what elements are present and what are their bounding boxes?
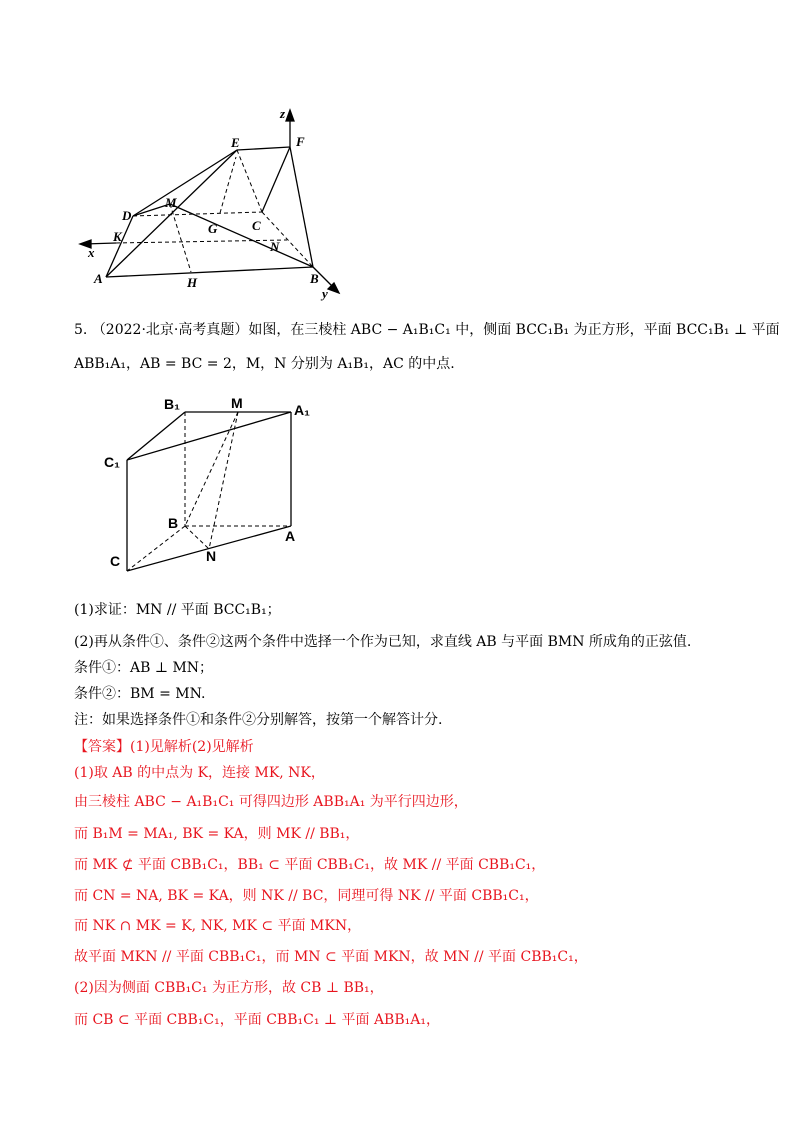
answer-line: 而 CB ⊂ 平面 CBB₁C₁，平面 CBB₁C₁ ⊥ 平面 ABB₁A₁， bbox=[74, 1012, 440, 1028]
fig1-label-z: z bbox=[280, 106, 286, 121]
answer-line: 而 B₁M = MA₁, BK = KA，则 MK // BB₁， bbox=[74, 826, 360, 842]
figure-triangular-prism bbox=[100, 392, 325, 577]
fig1-label-y: y bbox=[322, 286, 328, 301]
fig1-label-M: M bbox=[165, 195, 177, 210]
fig2-label-A1: A₁ bbox=[294, 402, 310, 418]
fig2-label-B: B bbox=[168, 515, 179, 531]
fig1-label-K: K bbox=[113, 229, 122, 244]
fig1-label-E: E bbox=[231, 135, 240, 150]
fig1-label-C: C bbox=[252, 218, 261, 233]
question-1: (1)求证：MN // 平面 BCC₁B₁； bbox=[74, 602, 281, 618]
note: 注：如果选择条件①和条件②分别解答，按第一个解答计分. bbox=[74, 712, 443, 728]
condition-1: 条件①：AB ⊥ MN； bbox=[74, 660, 214, 676]
fig2-label-N: N bbox=[206, 548, 217, 564]
problem-line-2 bbox=[74, 354, 455, 374]
problem-text-1: 如图，在三棱柱 ABC − A₁B₁C₁ 中，侧面 BCC₁B₁ 为正方形，平面 BCC₁B₁ ⊥ 平面 bbox=[248, 322, 780, 338]
answer-line: (1)取 AB 的中点为 K，连接 MK, NK， bbox=[74, 765, 325, 781]
answer-line: 而 MK ⊄ 平面 CBB₁C₁，BB₁ ⊂ 平面 CBB₁C₁，故 MK // 平面 CBB₁C₁， bbox=[74, 857, 546, 873]
answer-line: 而 NK ∩ MK = K, NK, MK ⊂ 平面 MKN， bbox=[74, 918, 362, 934]
question-2: (2)再从条件①、条件②这两个条件中选择一个作为已知，求直线 AB 与平面 BMN 所成角的正弦值. bbox=[74, 634, 692, 650]
problem-number: 5. bbox=[74, 322, 88, 338]
fig1-label-B: B bbox=[310, 271, 319, 286]
problem-source: （2022·北京·高考真题） bbox=[91, 322, 249, 338]
figure-solid-with-axes bbox=[70, 100, 360, 305]
fig2-label-C: C bbox=[110, 553, 121, 569]
problem-line-1 bbox=[74, 320, 780, 340]
answer-line: 故平面 MKN // 平面 CBB₁C₁，而 MN ⊂ 平面 MKN，故 MN // 平面 CBB₁C₁， bbox=[74, 949, 588, 965]
fig2-label-A: A bbox=[285, 528, 296, 544]
problem-text-2: ABB₁A₁，AB = BC = 2，M，N 分别为 A₁B₁，AC 的中点. bbox=[74, 356, 455, 372]
answer-line: 由三棱柱 ABC − A₁B₁C₁ 可得四边形 ABB₁A₁ 为平行四边形， bbox=[74, 794, 468, 810]
fig1-label-A: A bbox=[94, 271, 103, 286]
answer-line: 而 CN = NA, BK = KA，则 NK // BC，同理可得 NK // 平面 CBB₁C₁， bbox=[74, 888, 539, 904]
answer-header: 【答案】(1)见解析(2)见解析 bbox=[74, 739, 254, 755]
fig1-label-D: D bbox=[122, 208, 132, 223]
answer-line: (2)因为侧面 CBB₁C₁ 为正方形，故 CB ⊥ BB₁， bbox=[74, 980, 384, 996]
fig2-label-M: M bbox=[231, 395, 243, 411]
fig1-label-x: x bbox=[88, 245, 95, 260]
fig2-label-C1: C₁ bbox=[104, 454, 120, 470]
fig1-label-H: H bbox=[187, 275, 198, 290]
fig1-label-F: F bbox=[296, 134, 305, 149]
condition-2: 条件②：BM = MN. bbox=[74, 686, 206, 702]
fig1-label-G: G bbox=[208, 221, 218, 236]
fig2-label-B1: B₁ bbox=[164, 396, 180, 412]
fig1-label-N: N bbox=[270, 239, 280, 254]
